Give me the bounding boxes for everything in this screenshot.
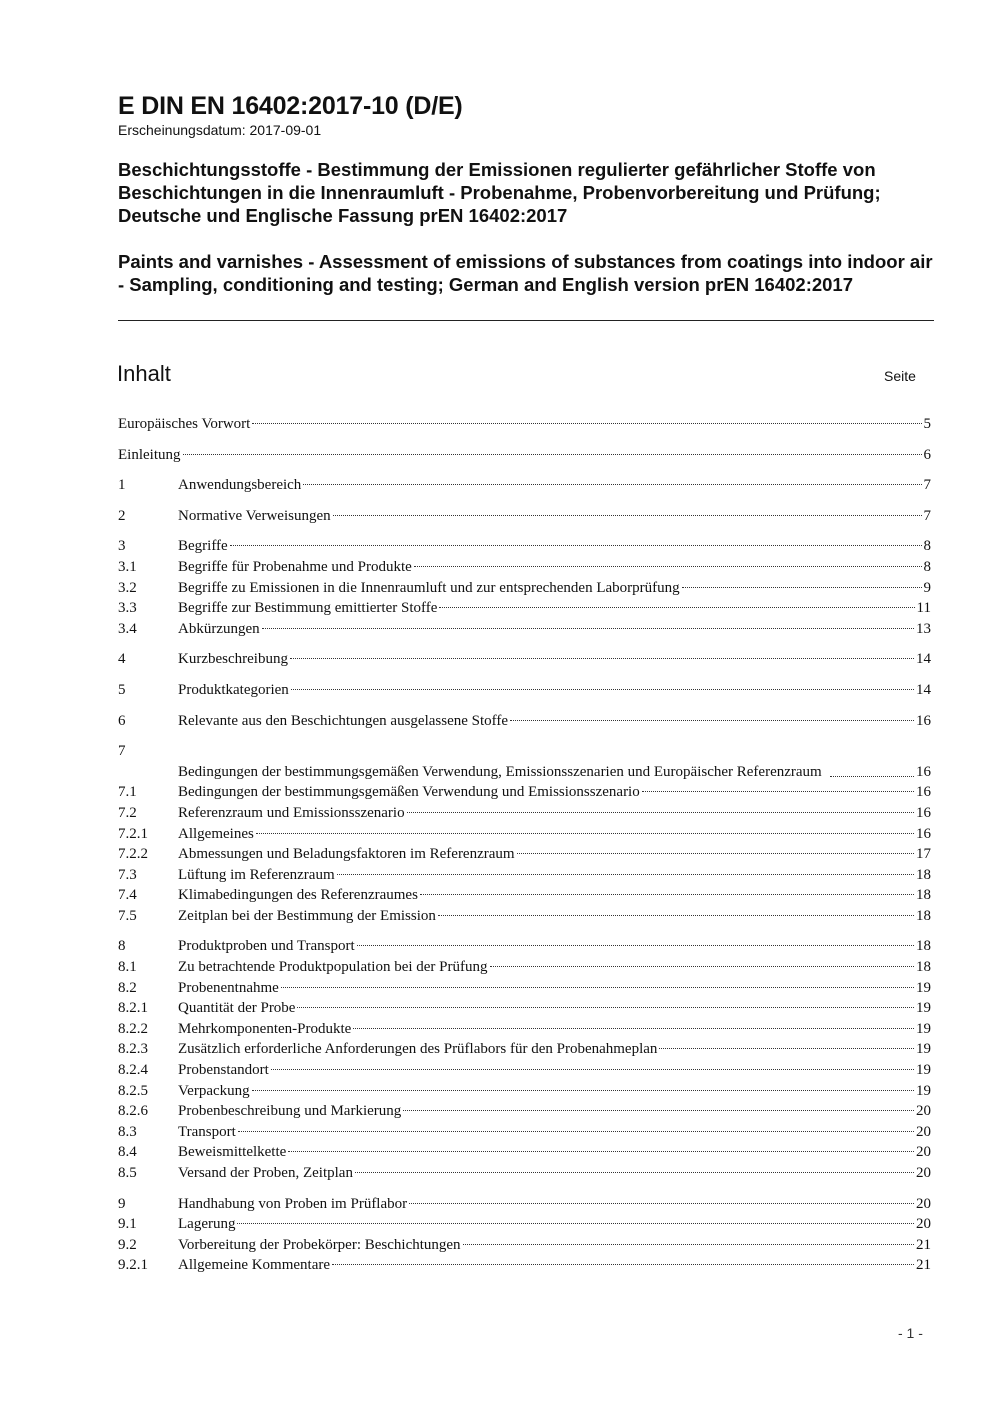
toc-entry-number: 7.3 <box>118 866 137 883</box>
toc-entry-page: 19 <box>916 1020 931 1037</box>
toc-entry-number: 7.5 <box>118 907 137 924</box>
toc-entry[interactable] <box>118 1194 931 1215</box>
toc-dot-leader <box>463 1243 914 1245</box>
toc-entry-page: 19 <box>916 979 931 996</box>
toc-entry-title: Abkürzungen <box>178 620 260 637</box>
toc-entry[interactable] <box>118 414 931 435</box>
toc-entry[interactable] <box>118 978 931 999</box>
toc-dot-leader <box>420 893 914 895</box>
toc-entry[interactable] <box>118 1039 931 1060</box>
toc-dot-leader <box>659 1047 914 1049</box>
toc-entry-page: 14 <box>916 681 931 698</box>
toc-entry-title: Europäisches Vorwort <box>118 416 251 432</box>
toc-entry[interactable] <box>118 1101 931 1122</box>
toc-dot-leader <box>642 790 914 792</box>
toc-entry-title: Probenentnahme <box>178 979 279 996</box>
toc-entry-page: 20 <box>916 1165 931 1181</box>
toc-entry-title: Produktproben und Transport <box>178 938 355 955</box>
toc-entry-number: 8.3 <box>118 1123 137 1140</box>
toc-dot-leader <box>439 606 914 608</box>
toc-entry-title: Begriffe zu Emissionen in die Innenraumluft und zur entsprechenden Laborprüfung <box>178 579 680 596</box>
toc-dot-leader <box>271 1068 914 1070</box>
toc-dot-leader <box>252 1089 914 1091</box>
toc-entry-number: 8.2.1 <box>118 1000 148 1017</box>
toc-entry[interactable] <box>118 475 931 496</box>
toc-entry-page: 20 <box>916 1195 931 1212</box>
toc-entry-page: 21 <box>916 1257 931 1274</box>
toc-dot-leader <box>337 873 914 875</box>
toc-entry-title: Zusätzlich erforderliche Anforderungen des Prüflabors für den Probenahmeplan <box>178 1041 658 1058</box>
toc-entry-number: 9.2 <box>118 1236 137 1253</box>
toc-entry-number: 8.2.4 <box>118 1062 148 1079</box>
toc-entry-page: 8 <box>923 538 931 555</box>
toc-dot-leader <box>303 483 921 485</box>
title-english: Paints and varnishes - Assessment of emissions of substances from coatings into indoor air - Sampling, conditioning and testing; German and English version prEN 16402:2017 <box>118 251 933 295</box>
toc-entry-title: Bedingungen der bestimmungsgemäßen Verwendung und Emissionsszenario <box>178 784 640 801</box>
toc-dot-leader <box>409 1202 914 1204</box>
toc-dot-leader <box>510 719 914 721</box>
toc-entry[interactable] <box>118 824 931 845</box>
toc-entry-title: Begriffe <box>178 538 228 555</box>
toc-entry-page: 16 <box>916 804 931 821</box>
toc-dot-leader <box>281 986 914 988</box>
toc-entry-title: Referenzraum und Emissionsszenario <box>178 804 405 821</box>
toc-entry-page: 19 <box>916 1062 931 1079</box>
toc-entry-number: 7.2 <box>118 804 137 821</box>
toc-entry-number: 8 <box>118 938 126 955</box>
toc-entry[interactable] <box>118 803 931 824</box>
page-number: - 1 - <box>898 1325 923 1341</box>
toc-entry[interactable] <box>118 1214 931 1235</box>
toc-entry-number: 8.5 <box>118 1165 137 1181</box>
toc-entry[interactable] <box>118 998 931 1019</box>
toc-entry-page: 20 <box>916 1216 931 1233</box>
toc-entry-title: Klimabedingungen des Referenzraumes <box>178 887 418 904</box>
toc-entry-number: 3.4 <box>118 620 137 637</box>
toc-entry-number: 3.3 <box>118 600 137 617</box>
toc-entry[interactable] <box>118 1122 931 1143</box>
toc-dot-leader <box>682 586 922 588</box>
toc-page-column-label: Seite <box>884 368 916 384</box>
toc-entry[interactable] <box>118 1255 931 1276</box>
toc-dot-leader <box>403 1109 914 1111</box>
toc-dot-leader <box>830 775 914 777</box>
toc-dot-leader <box>438 914 914 916</box>
header-divider <box>118 320 934 321</box>
title-german: Beschichtungsstoffe - Bestimmung der Emissionen regulierter gefährlicher Stoffe von Beschichtungen in die Innenraumluft - Probenahme, Probenvorbereitung und Prüfung; Deutsche und Englische Fassung prEN 16402:2017 <box>118 159 881 226</box>
toc-dot-leader <box>237 1222 914 1224</box>
toc-entry[interactable] <box>118 782 931 803</box>
toc-heading: Inhalt <box>117 361 171 386</box>
toc-entry-page: 16 <box>916 712 931 729</box>
toc-entry[interactable] <box>118 1081 931 1102</box>
toc-entry-title: Lagerung <box>178 1216 236 1233</box>
toc-entry-number: 7.2.2 <box>118 846 148 863</box>
toc-dot-leader <box>297 1006 914 1008</box>
toc-entry-page: 7 <box>923 507 931 524</box>
toc-entry-number: 4 <box>118 651 126 668</box>
toc-entry-title: Versand der Proben, Zeitplan <box>178 1165 353 1181</box>
toc-dot-leader <box>252 422 921 424</box>
toc-entry-number: 3.2 <box>118 579 137 596</box>
toc-dot-leader <box>517 852 914 854</box>
toc-entry[interactable] <box>118 578 931 599</box>
toc-entry[interactable] <box>118 1019 931 1040</box>
toc-entry-page: 6 <box>923 446 931 463</box>
toc-entry-number: 2 <box>118 507 126 524</box>
toc-dot-leader <box>407 811 914 813</box>
toc-entry[interactable] <box>118 649 931 670</box>
toc-entry[interactable] <box>118 844 931 865</box>
toc-entry-number: 8.1 <box>118 959 137 976</box>
toc-entry-number: 8.2.6 <box>118 1103 148 1120</box>
toc-entry-page: 16 <box>916 825 931 842</box>
toc-entry-number: 8.2.5 <box>118 1082 148 1099</box>
toc-entry[interactable] <box>118 885 931 906</box>
document-id: E DIN EN 16402:2017-10 (D/E) <box>118 92 463 120</box>
toc-entry[interactable] <box>118 536 931 557</box>
toc-entry-number: 5 <box>118 681 126 698</box>
toc-dot-leader <box>290 657 914 659</box>
toc-entry[interactable] <box>118 557 931 578</box>
table-of-contents <box>118 414 931 1276</box>
toc-dot-leader <box>291 688 914 690</box>
toc-entry-title: Verpackung <box>178 1082 250 1099</box>
toc-entry-page: 20 <box>916 1103 931 1120</box>
toc-entry-page: 17 <box>916 846 931 863</box>
toc-entry[interactable] <box>118 1142 931 1163</box>
toc-entry-page: 5 <box>923 416 931 432</box>
toc-entry-page: 19 <box>916 1082 931 1099</box>
toc-entry-title: Kurzbeschreibung <box>178 651 288 668</box>
toc-entry-page: 16 <box>916 763 931 780</box>
toc-entry-number: 7 <box>118 743 126 760</box>
toc-entry-page: 20 <box>916 1144 931 1161</box>
toc-entry-number: 8.2.2 <box>118 1020 148 1037</box>
toc-entry-title: Quantität der Probe <box>178 1000 296 1017</box>
toc-entry-page: 9 <box>923 579 931 596</box>
toc-entry-page: 18 <box>916 866 931 883</box>
toc-entry-page: 20 <box>916 1123 931 1140</box>
toc-dot-leader <box>333 514 922 516</box>
toc-entry-number: 9.1 <box>118 1216 137 1233</box>
toc-entry-page: 19 <box>916 1000 931 1017</box>
toc-entry-number: 6 <box>118 712 126 729</box>
toc-entry-title: Mehrkomponenten-Produkte <box>178 1020 352 1037</box>
toc-entry-number: 7.2.1 <box>118 825 148 842</box>
toc-entry-title: Allgemeine Kommentare <box>178 1257 331 1274</box>
toc-entry[interactable] <box>118 598 931 619</box>
toc-entry-title: Zu betrachtende Produktpopulation bei der Prüfung <box>178 959 488 976</box>
toc-entry[interactable] <box>118 711 931 732</box>
toc-entry-page: 7 <box>923 477 931 494</box>
toc-dot-leader <box>490 965 914 967</box>
toc-dot-leader <box>256 832 914 834</box>
toc-entry[interactable] <box>118 865 931 886</box>
toc-entry-title: Transport <box>178 1123 236 1140</box>
publication-date: Erscheinungsdatum: 2017-09-01 <box>118 122 322 138</box>
toc-entry-page: 13 <box>916 620 931 637</box>
toc-entry-page: 18 <box>916 938 931 955</box>
toc-entry-title: Zeitplan bei der Bestimmung der Emission <box>178 907 436 924</box>
toc-entry-number: 8.2.3 <box>118 1041 148 1058</box>
toc-dot-leader <box>414 565 922 567</box>
toc-entry-title: Probenbeschreibung und Markierung <box>178 1103 402 1120</box>
toc-entry-page: 21 <box>916 1236 931 1253</box>
toc-entry-title: Abmessungen und Beladungsfaktoren im Referenzraum <box>178 846 515 863</box>
toc-entry-page: 18 <box>916 959 931 976</box>
toc-entry-title: Einleitung <box>118 446 181 463</box>
toc-dot-leader <box>332 1263 914 1265</box>
toc-entry-title: Begriffe zur Bestimmung emittierter Stoffe <box>178 600 438 617</box>
toc-entry-number: 3.1 <box>118 558 137 575</box>
toc-entry-title: Normative Verweisungen <box>178 507 331 524</box>
toc-entry-page: 8 <box>923 558 931 575</box>
toc-entry-number: 3 <box>118 538 126 555</box>
toc-entry-number: 9.2.1 <box>118 1257 148 1274</box>
toc-entry-number: 8.4 <box>118 1144 137 1161</box>
toc-entry-title: Allgemeines <box>178 825 254 842</box>
toc-entry[interactable] <box>118 619 931 640</box>
toc-entry-number: 8.2 <box>118 979 137 996</box>
toc-entry-page: 14 <box>916 651 931 668</box>
toc-dot-leader <box>288 1150 914 1152</box>
toc-entry-page: 19 <box>916 1041 931 1058</box>
toc-entry-number: 1 <box>118 477 126 494</box>
toc-entry-title: Bedingungen der bestimmungsgemäßen Verwendung, Emissionsszenarien und Europäischer Referenzraum <box>178 763 822 780</box>
toc-entry[interactable] <box>118 957 931 978</box>
toc-entry[interactable] <box>118 1235 931 1256</box>
toc-entry-title: Relevante aus den Beschichtungen ausgelassene Stoffe <box>178 712 509 729</box>
toc-dot-leader <box>357 944 914 946</box>
toc-entry-number: 7.4 <box>118 887 137 904</box>
toc-entry-page: 18 <box>916 907 931 924</box>
toc-entry-title: Handhabung von Proben im Prüflabor <box>178 1195 408 1212</box>
toc-entry-title: Begriffe für Probenahme und Produkte <box>178 558 412 575</box>
toc-entry-page: 11 <box>916 600 931 617</box>
toc-entry[interactable] <box>118 906 931 927</box>
toc-entry-title: Vorbereitung der Probekörper: Beschichtungen <box>178 1236 461 1253</box>
toc-entry[interactable] <box>118 1060 931 1081</box>
toc-entry[interactable] <box>118 680 931 701</box>
toc-dot-leader <box>355 1171 914 1173</box>
toc-dot-leader <box>262 627 914 629</box>
toc-entry-title: Probenstandort <box>178 1062 269 1079</box>
toc-entry-page: 18 <box>916 887 931 904</box>
toc-entry-title: Produktkategorien <box>178 681 289 698</box>
toc-dot-leader <box>230 544 922 546</box>
toc-entry[interactable] <box>118 506 931 527</box>
toc-entry[interactable] <box>118 445 931 466</box>
toc-entry-title: Lüftung im Referenzraum <box>178 866 335 883</box>
toc-entry-title: Beweismittelkette <box>178 1144 287 1161</box>
toc-entry-number: 9 <box>118 1195 126 1212</box>
toc-entry-number: 7.1 <box>118 784 137 801</box>
toc-dot-leader <box>183 453 922 455</box>
toc-entry-page: 16 <box>916 784 931 801</box>
toc-dot-leader <box>353 1027 914 1029</box>
toc-dot-leader <box>238 1130 914 1132</box>
toc-entry-title: Anwendungsbereich <box>178 477 302 494</box>
toc-entry[interactable] <box>118 741 931 782</box>
toc-entry[interactable] <box>118 1163 931 1184</box>
toc-entry[interactable] <box>118 936 931 957</box>
